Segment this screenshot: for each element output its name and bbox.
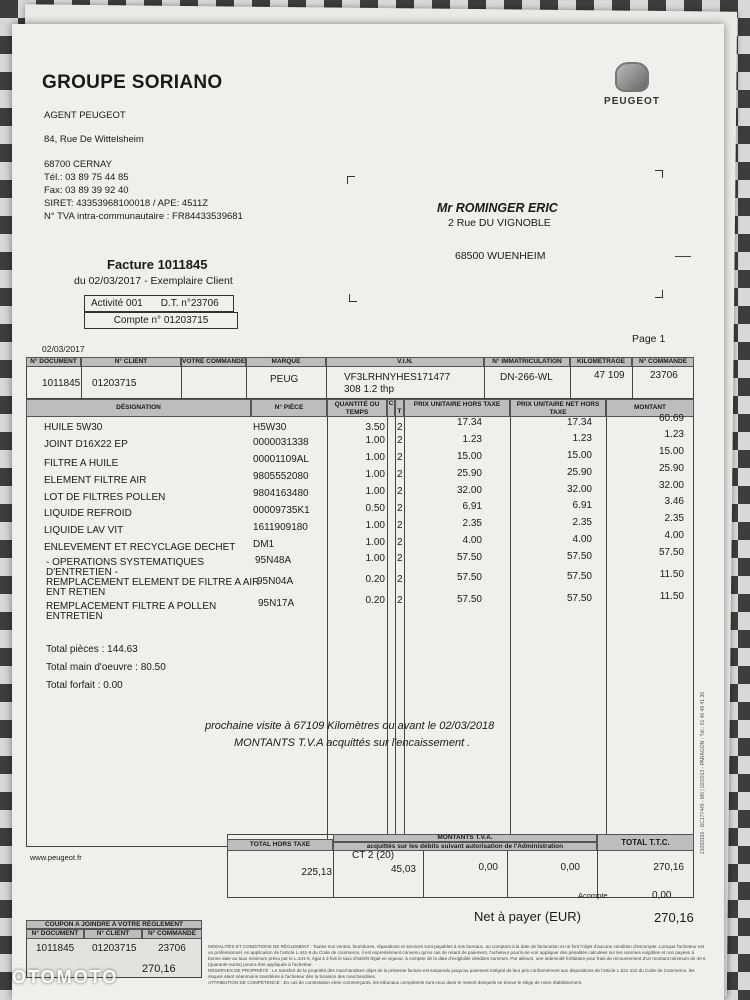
line-prix: 57.50 [456, 552, 482, 563]
invoice-title: Facture 1011845 [107, 257, 208, 272]
line-net: 25.90 [566, 467, 592, 478]
side-print: 21093150 - DC177445 - M6 | 02/2013 - PARAGON - Tél.: 01 46 49 41 36 [700, 691, 706, 854]
line-piece: 9804163480 [253, 488, 309, 499]
otomoto-watermark: OTOMOTO [12, 967, 119, 987]
next-visit-note: prochaine visite à 67109 Kilomètres ou avant le 02/03/2018 [205, 720, 495, 732]
peugeot-lion-icon [615, 62, 649, 92]
divider [333, 851, 334, 898]
coupon-amount: 270,16 [142, 963, 176, 975]
doc-model-value: 308 1.2 thp [344, 384, 395, 395]
line-designation: LOT DE FILTRES POLLEN [44, 492, 166, 503]
line-piece: 0000031338 [253, 437, 309, 448]
line-t: 2 [397, 595, 403, 606]
header-designation: DÉSIGNATION [26, 399, 251, 417]
divider [387, 417, 388, 847]
header-votre-commande: VOTRE COMMANDE [182, 358, 246, 365]
line-piece: 00001109AL [253, 454, 309, 465]
page-number: Page 1 [632, 333, 666, 345]
brand-name: PEUGEOT [604, 96, 660, 107]
line-montant: 11.50 [659, 569, 684, 580]
line-prix: 2.35 [462, 518, 482, 529]
company-tva: N° TVA intra-communautaire : FR84433539681 [44, 211, 243, 222]
line-t: 2 [397, 435, 403, 446]
divider [632, 367, 633, 399]
line-designation: ELEMENT FILTRE AIR [44, 475, 147, 486]
header-num-commande: N° COMMANDE [632, 357, 694, 367]
line-net: 57.50 [566, 551, 592, 562]
line-piece: 95N48A [255, 555, 292, 566]
header-immat: N° IMMATRICULATION [484, 357, 570, 367]
header-client: N° CLIENT [81, 357, 181, 367]
acompte-label: Acompte [578, 891, 608, 900]
line-net: 17.34 [566, 417, 592, 428]
total-forfait: Total forfait : 0.00 [46, 680, 123, 691]
line-net: 15.00 [566, 450, 592, 461]
doc-client-value: 01203715 [92, 378, 137, 389]
line-qty: 1.00 [365, 520, 385, 531]
company-fax: Fax: 03 89 39 92 40 [44, 185, 129, 196]
line-piece: H5W30 [253, 422, 287, 433]
line-prix: 57.50 [456, 594, 482, 605]
doc-vin-value: VF3LRHNYHES171477 [344, 372, 451, 383]
tva-value: 45,03 [390, 864, 416, 875]
line-prix: 1.23 [462, 434, 482, 445]
line-net: 57.50 [566, 593, 592, 604]
header-vin: V.I.N. [326, 357, 484, 367]
line-designation: LIQUIDE LAV VIT [44, 525, 124, 536]
header-ttc: TOTAL T.T.C. [597, 834, 694, 851]
net-a-payer-label: Net à payer (EUR) [474, 909, 581, 924]
doc-number-value: 1011845 [42, 378, 81, 389]
line-designation-2: D'ENTRETIEN - [46, 567, 118, 578]
line-qty: 3.50 [365, 422, 385, 433]
header-tva-sub: acquittés sur les débits suivant autorisation de l'Administration [333, 842, 597, 851]
tva-note: MONTANTS T.V.A acquittés sur l'encaissement . [234, 737, 471, 749]
invoice-subtitle: du 02/03/2017 - Exemplaire Client [74, 275, 233, 287]
lines-table [26, 399, 694, 847]
line-montant: 57.50 [658, 547, 684, 558]
line-montant: 60.69 [658, 413, 684, 424]
line-prix: 6.91 [462, 501, 482, 512]
doc-immat-value: DN-266-WL [500, 372, 553, 383]
line-designation: HUILE 5W30 [44, 422, 103, 433]
line-designation: REMPLACEMENT FILTRE A POLLEN [46, 601, 217, 612]
line-qty: 1.00 [365, 469, 385, 480]
header-t: T [395, 399, 404, 417]
address-corner-bl [349, 294, 357, 302]
header-tva: MONTANTS T.V.A. [333, 834, 597, 842]
line-t: 2 [397, 574, 403, 585]
line-montant: 15.00 [658, 446, 684, 457]
header-total-ht: TOTAL HORS TAXE [227, 839, 333, 851]
line-net: 2.35 [572, 517, 592, 528]
account-box: Compte n° 01203715 [84, 312, 238, 329]
divider [395, 417, 396, 847]
line-net: 6.91 [572, 500, 592, 511]
line-montant: 4.00 [664, 530, 684, 541]
line-montant: 2.35 [664, 513, 684, 524]
website: www.peugeot.fr [30, 853, 82, 862]
company-siret: SIRET: 43353968100018 / APE: 4511Z [44, 198, 209, 209]
divider [570, 367, 571, 399]
line-qty: 0.50 [365, 503, 385, 514]
coupon-title: COUPON A JOINDRE A VOTRE RÈGLEMENT [26, 920, 202, 929]
activity-box [84, 295, 234, 312]
header-prix: PRIX UNITAIRE HORS TAXE [404, 399, 510, 417]
divider [327, 417, 328, 847]
coupon-header-document: N° DOCUMENT [26, 929, 84, 939]
header-km: KILOMÉTRAGE [570, 357, 632, 367]
address-corner-tr [655, 170, 663, 178]
line-designation: FILTRE A HUILE [44, 458, 119, 469]
client-name: Mr ROMINGER ERIC [437, 201, 558, 215]
divider [507, 851, 508, 898]
peugeot-logo [597, 62, 667, 107]
dt-label: D.T. n°23706 [160, 298, 219, 309]
line-qty: 1.00 [365, 553, 385, 564]
line-qty: 1.00 [365, 452, 385, 463]
line-net: 4.00 [572, 534, 592, 545]
coupon-header-client: N° CLIENT [84, 929, 142, 939]
line-montant: 32.00 [658, 480, 684, 491]
line-t: 2 [397, 422, 403, 433]
doc-num-commande-value: 23706 [650, 370, 678, 381]
line-t: 2 [397, 486, 403, 497]
client-city: 68500 WUENHEIM [455, 250, 546, 262]
client-street: 2 Rue DU VIGNOBLE [448, 217, 551, 229]
line-qty: 0.20 [365, 574, 385, 585]
divider [81, 367, 82, 399]
line-prix: 25.90 [456, 468, 482, 479]
tva-extra-1: 0,00 [478, 862, 498, 873]
divider [326, 367, 327, 399]
divider [606, 417, 607, 847]
line-montant: 3.46 [664, 496, 684, 507]
line-net: 57.50 [566, 571, 592, 582]
divider [423, 851, 424, 898]
line-t: 2 [397, 503, 403, 514]
coupon-document: 1011845 [36, 943, 75, 954]
line-piece: 1611909180 [253, 522, 308, 533]
line-qty: 1.00 [365, 435, 385, 446]
coupon-commande: 23706 [158, 943, 186, 954]
divider [246, 367, 247, 399]
divider [404, 417, 405, 847]
divider [510, 417, 511, 847]
legal-reserve: RÉSERVES DE PROPRIÉTÉ : Le transfert de la propriété des marchandises objet de la présente facture est suspendu jusqu'au paiement intégral de leur prix conformément aux dispositions de l'article L.621-122 du Code de Commerce, les risques étant néanmoins transférés à l'acheteur dès la livraison des marchandises. [208, 968, 695, 979]
line-prix: 32.00 [456, 485, 482, 496]
header-quantite: QUANTITÉ OU TEMPS [327, 399, 387, 417]
divider [484, 367, 485, 399]
line-net: 32.00 [566, 484, 592, 495]
line-t: 2 [397, 452, 403, 463]
line-qty: 1.00 [365, 486, 385, 497]
company-city: 68700 CERNAY [44, 159, 112, 170]
total-ht-value: 225,13 [301, 867, 332, 878]
legal-conditions [208, 944, 708, 986]
line-piece: 9805552080 [253, 471, 309, 482]
company-tel: Tél.: 03 89 75 44 85 [44, 172, 129, 183]
header-piece: N° PIÈCE [251, 399, 327, 417]
line-designation: ENLEVEMENT ET RECYCLAGE DECHET [44, 542, 236, 553]
line-designation-2: ENT RETIEN [46, 587, 106, 598]
address-corner-tl [347, 176, 355, 184]
company-agent: AGENT PEUGEOT [44, 110, 126, 121]
address-corner-br [655, 290, 663, 298]
line-prix: 57.50 [456, 572, 482, 583]
tva-extra-2: 0,00 [560, 862, 580, 873]
line-qty: 1.00 [365, 537, 385, 548]
total-pieces: Total pièces : 144.63 [46, 644, 138, 655]
fold-mark [675, 256, 691, 257]
invoice-date: 02/03/2017 [42, 344, 85, 354]
header-montant: MONTANT [606, 399, 694, 417]
legal-payment: MODALITÉS ET CONDITIONS DE RÈGLEMENT : Toutes nos ventes, fournitures, réparations et services sont payables à nos bureaux, au comptant à la date de facturation et ne font l'objet d'aucune condition d'escompte. Lorsque l'acheteur est un professionnel, en application de l'article L.441-6 du Code de commerce, il est expressément convenu qu'en cas de retard de paiement, l'acheteur pourra se voir appliquer des pénalités calculées sur les sommes exigibles et non payées à bonne date au taux minimum prévu par le L.441-6, égal à 3 fois le taux d'intérêt légal en vigueur, à compter de la date d'exigibilité desdites sommes. Par ailleurs, une indemnité forfaitaire pour frais de recouvrement d'un montant minimum de 40 € (quarante euros) pourra être appliquée à l'acheteur. [208, 944, 706, 967]
line-t: 2 [397, 537, 403, 548]
line-designation: REMPLACEMENT ELEMENT DE FILTRE A AIR [46, 577, 260, 588]
line-designation: - OPERATIONS SYSTEMATIQUES [46, 557, 204, 568]
line-net: 1.23 [572, 433, 592, 444]
line-prix: 15.00 [456, 451, 482, 462]
coupon-header-commande: N° COMMANDE [142, 929, 202, 939]
tva-rate: CT 2 (20) [352, 850, 395, 861]
legal-competence: ATTRIBUTION DE COMPÉTENCE : En cas de contestation entre commerçants, les tribunaux compétents sont ceux dans le ressort desquels se trouve le siège de notre établissement. [208, 980, 583, 985]
line-montant: 11.50 [659, 591, 684, 602]
company-name: GROUPE SORIANO [42, 72, 223, 93]
coupon-client: 01203715 [92, 943, 137, 954]
line-qty: 0.20 [365, 595, 385, 606]
doc-marque-value: PEUG [270, 374, 299, 385]
line-piece: 00009735K1 [253, 505, 310, 516]
total-main-oeuvre: Total main d'oeuvre : 80.50 [46, 662, 166, 673]
activity-label: Activité 001 [91, 298, 143, 309]
header-c: C [387, 399, 395, 417]
doc-km-value: 47 109 [594, 370, 625, 381]
line-designation: LIQUIDE REFROID [44, 508, 132, 519]
line-t: 2 [397, 553, 403, 564]
line-prix: 17.34 [456, 417, 482, 428]
line-piece: 95N04A [257, 576, 294, 587]
line-montant: 1.23 [664, 429, 684, 440]
header-net: PRIX UNITAIRE NET HORS TAXE [510, 399, 606, 417]
line-designation: JOINT D16X22 EP [44, 439, 128, 450]
line-prix: 4.00 [462, 535, 482, 546]
net-a-payer-value: 270,16 [654, 910, 694, 925]
header-document: N° DOCUMENT [26, 357, 81, 367]
line-piece: DM1 [253, 539, 275, 550]
header-marque: MARQUE [246, 357, 326, 367]
total-ttc-value: 270,16 [653, 862, 684, 873]
invoice-sheet [12, 24, 724, 1000]
line-t: 2 [397, 520, 403, 531]
line-designation-2: ENTRETIEN [46, 611, 103, 622]
line-montant: 25.90 [658, 463, 684, 474]
line-piece: 95N17A [258, 598, 295, 609]
line-t: 2 [397, 469, 403, 480]
acompte-value: 0,00 [652, 890, 672, 901]
company-street: 84, Rue De Wittelsheim [44, 134, 144, 145]
divider [181, 367, 182, 399]
